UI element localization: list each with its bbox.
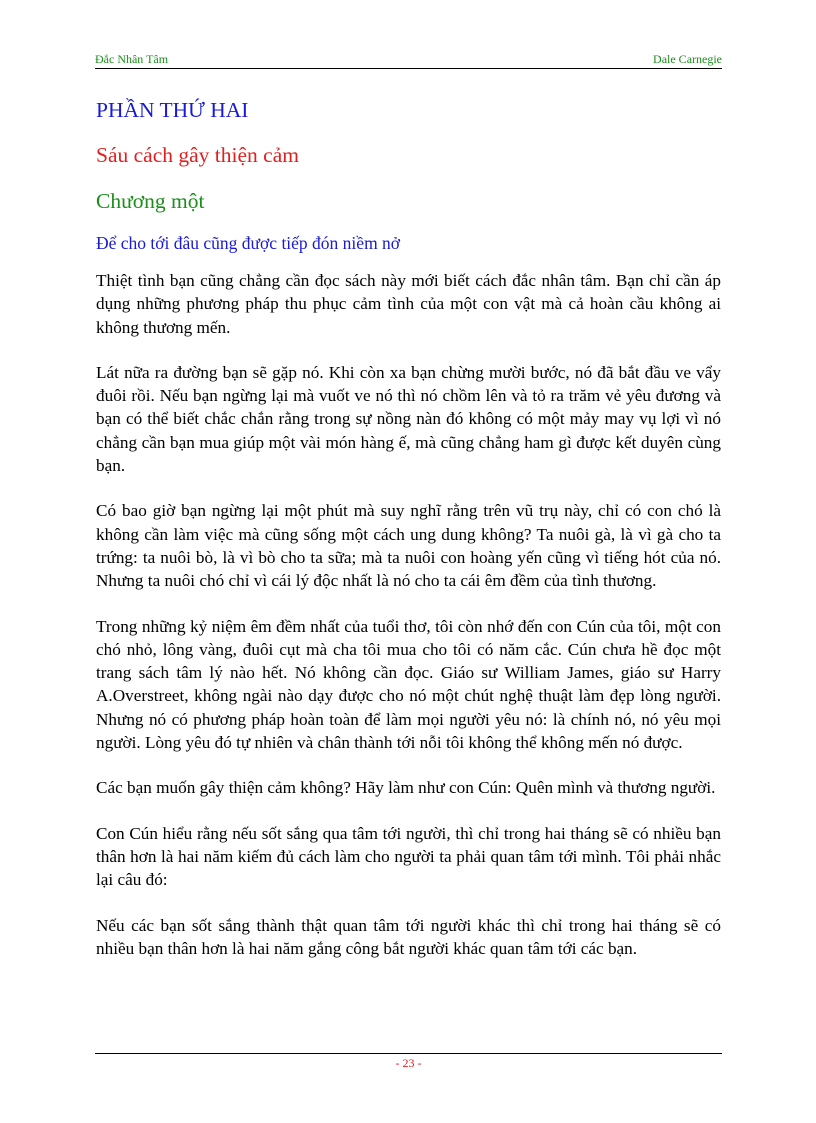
section-title: Sáu cách gây thiện cảm <box>96 143 299 167</box>
running-footer <box>95 1053 722 1071</box>
page-content <box>96 96 721 982</box>
paragraph: Con Cún hiểu rằng nếu sốt sắng qua tâm tới người, thì chỉ trong hai tháng sẽ có nhiều bạn thân hơn là hai năm kiếm đủ cách làm cho người ta phải quan tâm tới mình. Tôi phải nhắc lại câu đó: <box>96 823 721 890</box>
header-book-title: Đắc Nhân Tâm <box>95 52 169 66</box>
paragraph: Thiệt tình bạn cũng chẳng cần đọc sách này mới biết cách đắc nhân tâm. Bạn chỉ cần áp dụng những phương pháp thu phục cảm tình của một con vật mà cả hoàn cầu không ai không thương mến. <box>96 271 721 337</box>
header-author: Dale Carnegie <box>653 52 722 66</box>
paragraph: Lát nữa ra đường bạn sẽ gặp nó. Khi còn xa bạn chừng mười bước, nó đã bắt đầu ve vẩy đuôi rồi. Nếu bạn ngừng lại mà vuốt ve nó thì nó chồm lên và tỏ ra trăm vẻ yêu đương và bạn có thể biết chắc chắn rằng trong sự nồng nàn đó không có một mảy may vụ lợi vì nó chẳng cần bạn mua giúp một vài món hàng ế, mà cũng chẳng ham gì được kết duyên cùng bạn. <box>96 362 721 476</box>
page-number: - 23 - <box>395 1056 422 1070</box>
body-text <box>96 269 721 960</box>
paragraph: Trong những kỷ niệm êm đềm nhất của tuổi thơ, tôi còn nhớ đến con Cún của tôi, một con chó nhỏ, lông vàng, đuôi cụt mà cha tôi mua cho tôi có năm cắc. Cún chưa hề đọc một trang sách tâm lý nào hết. Nó không cần đọc. Giáo sư William James, giáo sư Harry A.Overstreet, không ngài nào dạy được cho nó một chút nghệ thuật làm đẹp lòng người. Nhưng nó có phương pháp hoàn toàn để làm mọi người yêu nó: là chính nó, nó yêu mọi người. Lòng yêu đó tự nhiên và chân thành tới nỗi tôi không thể không mến nó được. <box>96 616 721 753</box>
paragraph: Nếu các bạn sốt sắng thành thật quan tâm tới người khác thì chỉ trong hai tháng sẽ có nhiều bạn thân hơn là hai năm gắng công bắt người khác quan tâm tới các bạn. <box>96 915 721 958</box>
chapter-subtitle: Để cho tới đâu cũng được tiếp đón niềm nở <box>96 233 401 253</box>
paragraph: Các bạn muốn gây thiện cảm không? Hãy làm như con Cún: Quên mình và thương người. <box>96 778 716 798</box>
paragraph: Có bao giờ bạn ngừng lại một phút mà suy nghĩ rằng trên vũ trụ này, chỉ có con chó là không cần làm việc mà cũng sống một cách ung dung không? Ta nuôi gà, là vì gà cho ta trứng: ta nuôi bò, là vì bò cho ta sữa; mà ta nuôi con hoàng yến cũng vì tiếng hót của nó. Nhưng ta nuôi chó chỉ vì cái lý độc nhất là nó cho ta cái êm đềm của tình thương. <box>96 501 721 591</box>
chapter-title: Chương một <box>96 189 205 213</box>
part-title: PHẦN THỨ HAI <box>96 98 249 122</box>
running-header <box>95 53 722 69</box>
